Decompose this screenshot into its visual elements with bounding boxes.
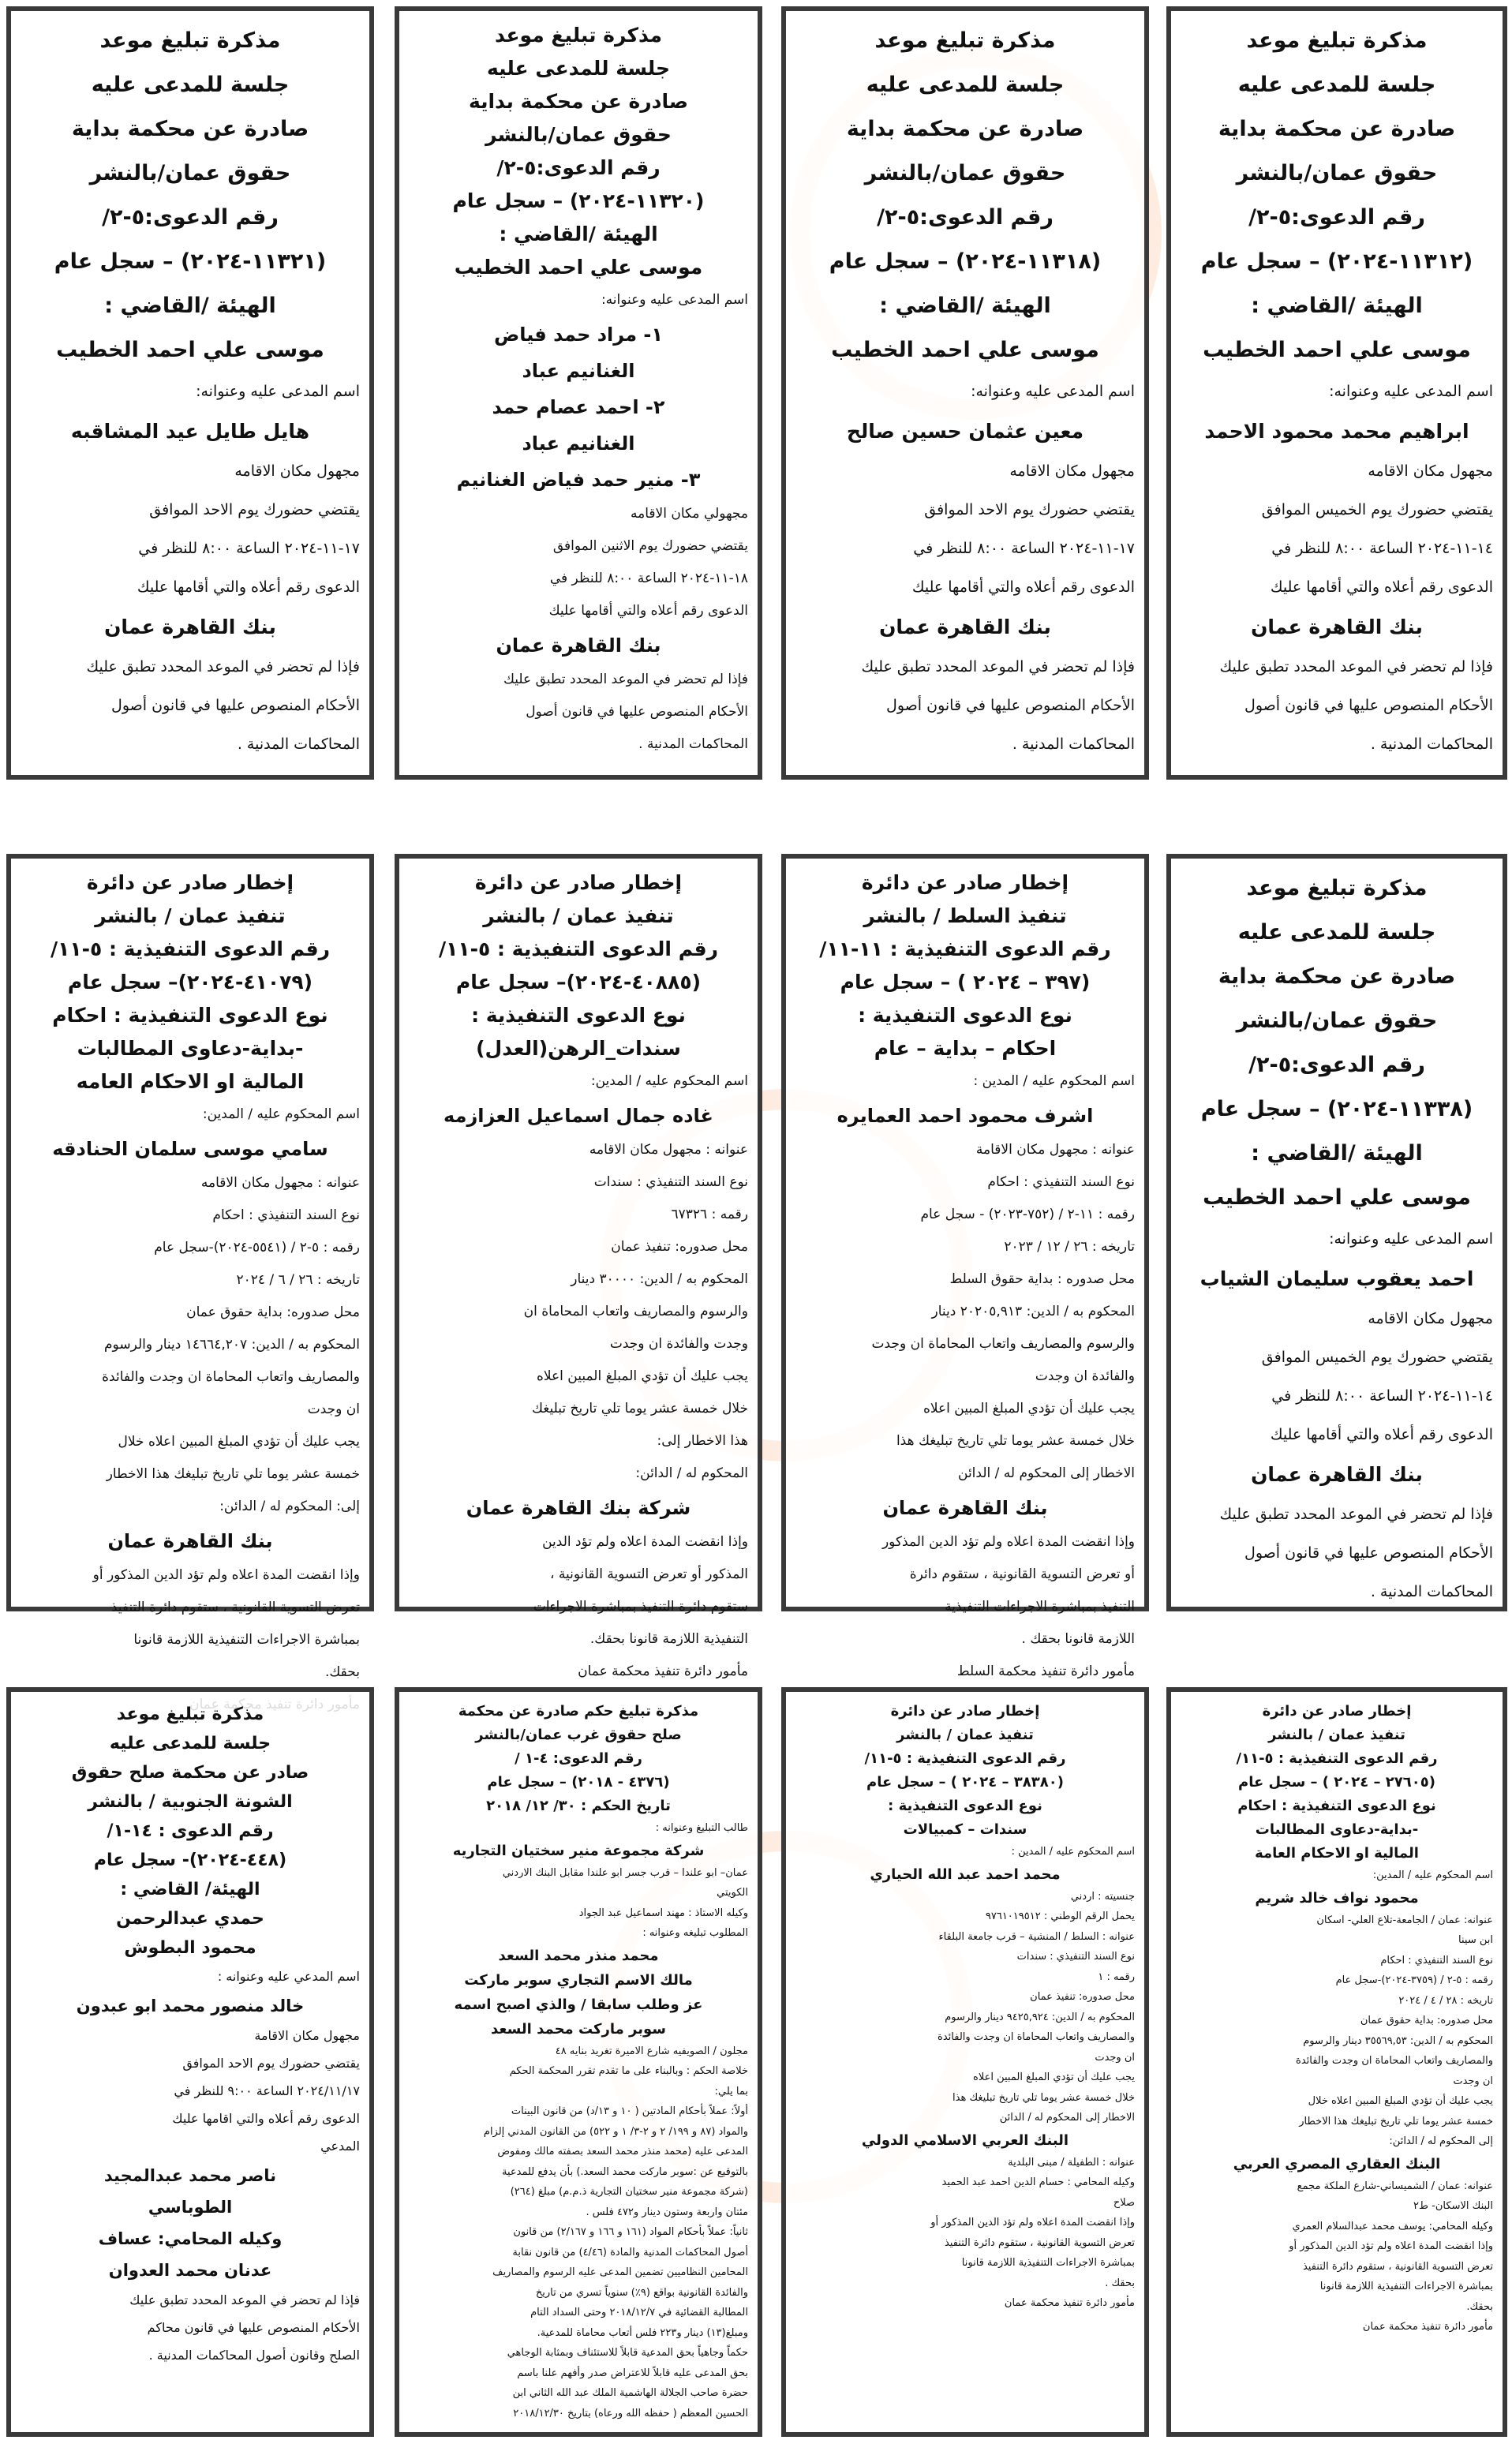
- notice-text-line: البنك الاسكان- ط٢: [1413, 2200, 1493, 2212]
- notice-text-line: المحاكمات المدنية .: [237, 735, 360, 753]
- notice-heading-line: موسى علي احمد الخطيب: [831, 338, 1099, 362]
- notice-heading-line: صلح حقوق غرب عمان/بالنشر: [475, 1727, 682, 1743]
- notice-heading-line: مذكرة تبليغ موعد: [1246, 28, 1428, 53]
- notice-text-line: وكيله المحامي : حسام الدين احمد عبد الحميد: [941, 2176, 1135, 2188]
- notice-text-line: المحكوم به / الدين: ٢٠٢٠٥,٩١٣ دينار: [931, 1304, 1135, 1319]
- notice-heading-line: تنفيذ السلط / بالنشر: [863, 904, 1067, 927]
- notice-heading-line: (١١٣٢٠-٢٠٢٤) – سجل عام: [452, 189, 705, 212]
- legal-notice: [6, 854, 374, 1680]
- notice-name-line: بنك القاهرة عمان: [107, 1530, 273, 1552]
- notice-heading-line: مذكرة تبليغ موعد: [495, 24, 662, 47]
- notice-text-line: حضرة صاحب الجلالة الهاشمية الملك عبد الله الثاني ابن: [512, 2387, 748, 2399]
- notice-name-line: البنك العقاري المصري العربي: [1233, 2155, 1441, 2172]
- notice-text-line: والفائدة ان وجدت: [1035, 1368, 1135, 1384]
- notice-text-line: المطالبة القضائية في ٢٠١٨/١٢/٧ وحتى السداد التام: [530, 2307, 748, 2318]
- notice-heading-line: مذكرة تبليغ موعد: [1246, 876, 1428, 900]
- notice-text-line: المحكوم له / الدائن:: [635, 1465, 748, 1481]
- notice-text-line: الاخطار إلى المحكوم له / الدائن: [999, 2112, 1135, 2124]
- notice-text-line: اسم المدعى عليه وعنوانه:: [196, 383, 360, 400]
- notice-heading-line: سندات – كمبيالات: [903, 1821, 1027, 1838]
- notice-text-line: المحاكمات المدنية .: [1370, 735, 1493, 753]
- notice-heading-line: جلسة للمدعى عليه: [91, 73, 290, 97]
- notice-text-line: الكويتي: [717, 1887, 748, 1899]
- notice-heading-line: جلسة للمدعى عليه: [1237, 73, 1436, 97]
- notice-name-line: ٣- منير حمد فياض الغنانيم: [456, 469, 701, 491]
- notice-text-line: اسم المدعى عليه وعنوانه:: [1329, 1230, 1493, 1248]
- notice-heading-line: -بداية-دعاوى المطالبات: [77, 1037, 304, 1060]
- notice-text-line: مجلون / الصويفيه شارع الاميرة تغريد بنايه ٤٨: [555, 2045, 748, 2057]
- notice-text-line: عنوانه : مجهول مكان الاقامه: [589, 1142, 748, 1158]
- notice-text-line: يقتضي حضورك يوم الاثنين الموافق: [552, 538, 748, 554]
- notice-text-line: يجب عليك أن تؤدي المبلغ المبين اعلاه: [973, 2071, 1135, 2083]
- notice-text-line: يقتضي حضورك يوم الاحد الموافق: [924, 501, 1135, 518]
- notice-text-line: تعرض التسوية القانونية ، ستقوم دائرة التنفيذ: [1302, 2260, 1493, 2273]
- notice-text-line: الأحكام المنصوص عليها في قانون أصول: [1244, 697, 1493, 714]
- notice-text-line: رقمه : ١: [1098, 1970, 1135, 1983]
- notice-text-line: بمباشرة الاجراءات التنفيذية اللازمة قانونا: [961, 2257, 1135, 2269]
- notice-heading-line: تنفيذ عمان / بالنشر: [1268, 1727, 1405, 1743]
- notice-heading-line: حقوق عمان/بالنشر: [485, 123, 672, 146]
- notice-text-line: المحامين النظاميين تضمين المدعى عليه الرسوم والمصاريف: [492, 2266, 748, 2278]
- notice-text-line: عمان– ابو علندا – قرب جسر ابو علندا مقابل البنك الاردني: [502, 1866, 748, 1879]
- notice-text-line: بمباشرة الاجراءات التنفيذية اللازمة قانونا: [1319, 2281, 1493, 2292]
- notice-text-line: فإذا لم تحضر في الموعد المحدد تطبق عليك: [503, 672, 748, 687]
- notice-text-line: نوع السند التنفيذي : احكام: [1380, 1954, 1493, 1967]
- notice-text-line: وإذا انقضت المدة اعلاه ولم تؤد الدين المذكور أو: [92, 1567, 360, 1583]
- notice-text-line: التنفيذ بمباشرة الاجراءات التنفيذية: [945, 1599, 1135, 1615]
- notice-text-line: هذا الاخطار إلى:: [657, 1433, 748, 1449]
- notice-text-line: فإذا لم تحضر في الموعد المحدد تطبق عليك: [1219, 1506, 1493, 1523]
- notice-heading-line: الهيئة /القاضي :: [1251, 294, 1423, 318]
- notice-text-line: يقتضي حضورك يوم الخميس الموافق: [1261, 501, 1493, 518]
- notice-heading-line: موسى علي احمد الخطيب: [1203, 1185, 1471, 1210]
- notice-text-line: رقمه : ١١-٢ / (٧٥٢-٢٠٢٣) - سجل عام: [920, 1207, 1135, 1222]
- notice-text-line: المحاكمات المدنية .: [638, 736, 748, 752]
- notice-heading-line: رقم الدعوى: ٤-١ /: [515, 1750, 642, 1767]
- notice-heading-line: الهيئة /القاضي :: [1251, 1141, 1423, 1166]
- notice-heading-line: تاريخ الحكم : ٣٠/ ١٢/ ٢٠١٨: [486, 1798, 671, 1814]
- notice-text-line: نوع السند التنفيذي : سندات: [1016, 1951, 1135, 1963]
- notice-heading-line: مذكرة تبليغ موعد: [874, 28, 1056, 53]
- notice-heading-line: حقوق عمان/بالنشر: [864, 161, 1066, 185]
- notice-heading-line: حقوق عمان/بالنشر: [1236, 161, 1438, 185]
- notice-name-line: الغنانيم عباد: [522, 432, 635, 455]
- notice-heading-line: (١١٣١٨-٢٠٢٤) – سجل عام: [829, 249, 1102, 274]
- notice-name-line: عز وطلب سابقا / والذي اصبح اسمه: [454, 1996, 703, 2013]
- notice-name-line: محمد منذر محمد السعد: [498, 1947, 659, 1964]
- notice-heading-line: رقم الدعوى التنفيذية : ٥-١١/: [438, 937, 719, 960]
- notice-text-line: نوع السند التنفيذي : احكام: [212, 1207, 360, 1223]
- notice-text-line: والرسوم والمصاريف واتعاب المحاماة ان: [523, 1304, 748, 1319]
- notice-name-line: بنك القاهرة عمان: [104, 616, 276, 638]
- notice-name-line: محمود نواف خالد شريم: [1255, 1889, 1419, 1907]
- notice-name-line: احمد يعقوب سليمان الشياب: [1199, 1267, 1474, 1290]
- notice-heading-line: رقم الدعوى:٥-٢/: [877, 205, 1054, 230]
- notice-text-line: مجهول مكان الاقامه: [234, 462, 360, 480]
- notice-text-line: (شركة مجموعة منير سختيان التجارية ذ.م.م) مبلغ (٢٦٤): [510, 2186, 748, 2198]
- notice-text-line: ثانياً: عملاً بأحكام المواد (١٦١ و ١٦٦ و ٢/١٦٧) من قانون: [513, 2226, 748, 2238]
- notice-heading-line: صادرة عن محكمة بداية: [468, 90, 689, 113]
- notice-text-line: والمصاريف واتعاب المحاماة ان وجدت والفائدة: [102, 1369, 360, 1385]
- notice-text-line: عنوانه : الطفيلة / مبنى البلدية: [1008, 2156, 1135, 2169]
- notice-text-line: والمصاريف واتعاب المحاماة ان وجدت والفائدة: [938, 2031, 1135, 2043]
- notice-text-line: الأحكام المنصوص عليها في قانون أصول: [526, 704, 748, 720]
- notice-heading-line: رقم الدعوى:٥-٢/: [496, 156, 661, 179]
- notice-text-line: مأمور دائرة تنفيذ محكمة عمان: [1004, 2297, 1135, 2309]
- notice-text-line: ١٨-١١-٢٠٢٤ الساعة ٨:٠٠ للنظر في: [549, 571, 748, 586]
- notice-text-line: بحقك.: [324, 1664, 360, 1680]
- notice-text-line: مئتان واربعة وستون دينار و٤٧٢ فلس .: [586, 2206, 748, 2218]
- notice-name-line: محمد احمد عبد الله الحياري: [870, 1866, 1061, 1883]
- notice-name-line: ١- مراد حمد فياض: [493, 324, 664, 346]
- notice-name-line: بنك القاهرة عمان: [879, 616, 1051, 638]
- notice-text-line: الدعوى رقم أعلاه والتي اقامها عليك: [172, 2111, 360, 2126]
- notice-heading-line: محمود البطوش: [124, 1938, 256, 1958]
- notice-text-line: خلال خمسة عشر يوما تلي تاريخ تبليغك هذا: [952, 2091, 1135, 2104]
- notice-text-line: والمواد (٨٧ و ١٩٩/ ٢ و ٢-٣/ ١ و ٥٢٢) من القانون المدني إلزام: [483, 2125, 748, 2138]
- notice-text-line: خلال خمسة عشر يوما تلي تاريخ تبليغك: [531, 1401, 748, 1416]
- notice-text-line: المحكوم به / الدين: ١٤٦٦٤,٢٠٧ دينار والرسوم: [104, 1337, 360, 1353]
- notice-text-line: ١٤-١١-٢٠٢٤ الساعة ٨:٠٠ للنظر في: [1271, 1387, 1493, 1405]
- notice-name-line: سوبر ماركت محمد السعد: [491, 2020, 666, 2038]
- notice-heading-line: (١١٣٢١-٢٠٢٤) – سجل عام: [54, 249, 327, 274]
- notice-text-line: بحقك .: [1105, 2277, 1135, 2289]
- notice-heading-line: سندات_الرهن(العدل): [476, 1037, 681, 1060]
- notice-text-line: ابن سينا: [1458, 1934, 1493, 1946]
- notice-heading-line: تنفيذ عمان / بالنشر: [483, 904, 674, 927]
- notice-text-line: يجب عليك أن تؤدي المبلغ المبين اعلاه: [923, 1401, 1135, 1416]
- notice-text-line: أصول المحاكمات المدنية والمادة (٤/٤٦) من قانون نقابة: [512, 2246, 748, 2258]
- notice-text-line: فإذا لم تحضر في الموعد المحدد تطبق عليك: [129, 2292, 360, 2307]
- notice-name-line: الغنانيم عباد: [522, 360, 635, 382]
- notice-heading-line: إخطار صادر عن دائرة: [890, 1703, 1040, 1720]
- notice-text-line: وإذا انقضت المدة اعلاه ولم تؤد الدين المذكور أو: [930, 2217, 1135, 2229]
- legal-notice: [781, 6, 1149, 780]
- notice-text-line: وإذا انقضت المدة اعلاه ولم تؤد الدين المذكور أو: [1289, 2240, 1493, 2252]
- notice-heading-line: نوع الدعوى التنفيذية :: [888, 1798, 1042, 1814]
- notice-heading-line: -بداية-دعاوى المطالبات: [1255, 1821, 1419, 1838]
- notice-text-line: اسم المحكوم عليه / المدين:: [590, 1073, 748, 1089]
- notice-heading-line: نوع الدعوى التنفيذية : احكام: [1237, 1798, 1436, 1814]
- notice-heading-line: رقم الدعوى التنفيذية : ٥-١١/: [864, 1750, 1066, 1767]
- notice-text-line: رقمه : ٥-٢ / (٥٥٤١-٢٠٢٤)-سجل عام: [154, 1240, 360, 1256]
- legal-notice: [6, 1687, 374, 2437]
- notice-heading-line: رقم الدعوى التنفيذية : ٥-١١/: [1236, 1750, 1438, 1767]
- notice-name-line: عدنان محمد العدوان: [108, 2261, 272, 2280]
- notice-text-line: نوع السند التنفيذي : سندات: [593, 1174, 748, 1190]
- notice-heading-line: الهيئة /القاضي :: [499, 223, 658, 245]
- notice-text-line: تعرض التسوية القانونية ، ستقوم دائرة التنفيذ: [110, 1600, 360, 1615]
- notice-heading-line: موسى علي احمد الخطيب: [1203, 338, 1471, 362]
- notice-text-line: المحكوم به / الدين: ٣٥٥٦٩,٥٣ دينار والرسوم: [1303, 2034, 1493, 2047]
- notice-text-line: الصلح وقانون أصول المحاكمات المدنية .: [148, 2348, 360, 2363]
- notice-text-line: رقمه : ٥-٢ / (٣٧٥٩-٢٠٢٤)-سجل عام: [1335, 1974, 1493, 1986]
- notice-name-line: بنك القاهرة عمان: [1251, 616, 1423, 638]
- notice-text-line: يقتضي حضورك يوم الاحد الموافق: [182, 2056, 360, 2071]
- notice-heading-line: مذكرة تبليغ موعد: [99, 28, 281, 53]
- notice-text-line: الاخطار إلى المحكوم له / الدائن: [958, 1465, 1135, 1481]
- notice-heading-line: صادرة عن محكمة بداية: [1218, 964, 1456, 989]
- notice-text-line: مأمور دائرة تنفيذ محكمة عمان: [578, 1663, 748, 1679]
- notice-text-line: يجب عليك أن تؤدي المبلغ المبين اعلاه خلال: [118, 1434, 360, 1450]
- notice-text-line: بالتوقيع عن :سوبر ماركت محمد السعد.) بأن يدفع للمدعية: [502, 2165, 748, 2178]
- notice-heading-line: رقم الدعوى التنفيذية : ١١-١١/: [819, 937, 1111, 960]
- notice-name-line: مالك الاسم التجاري سوبر ماركت: [464, 1971, 693, 1989]
- notice-text-line: وكيله الاستاذ : مهند اسماعيل عبد الجواد: [578, 1907, 748, 1919]
- notice-name-line: ابراهيم محمد محمود الاحمد: [1204, 420, 1469, 443]
- notice-text-line: المدعى عليه (محمد منذر محمد السعد بصفته مالك ومفوض: [497, 2146, 748, 2157]
- notice-text-line: محل صدوره : بداية حقوق السلط: [949, 1271, 1135, 1287]
- notice-heading-line: الهيئة /القاضي :: [879, 294, 1051, 318]
- notice-text-line: مجهول مكان الاقامه: [1009, 462, 1135, 480]
- notice-text-line: ١٤-١١-٢٠٢٤ الساعة ٨:٠٠ للنظر في: [1271, 540, 1493, 557]
- notice-text-line: والفائدة القانونية بواقع (٩٪) سنوياً تسري من تاريخ: [535, 2286, 748, 2299]
- notice-text-line: أولاً: عملاً بأحكام المادتين ( ١٠ و ١٣/د) من قانون البينات: [511, 2105, 748, 2117]
- notice-heading-line: مذكرة تبليغ حكم صادرة عن محكمة: [458, 1703, 699, 1720]
- notice-text-line: تاريخه : ٢٦ / ٦ / ٢٠٢٤: [236, 1272, 360, 1288]
- notice-heading-line: رقم الدعوى:٥-٢/: [102, 205, 279, 230]
- notice-text-line: الأحكام المنصوص عليها في قانون محاكم: [147, 2320, 360, 2335]
- notice-text-line: بما يلي:: [714, 2085, 748, 2098]
- notice-heading-line: رقم الدعوى التنفيذية : ٥-١١/: [50, 937, 331, 960]
- notice-text-line: يقتضي حضورك يوم الاحد الموافق: [149, 501, 360, 518]
- notice-heading-line: مذكرة تبليغ موعد: [116, 1705, 264, 1724]
- notice-heading-line: موسى علي احمد الخطيب: [56, 338, 324, 362]
- notice-heading-line: تنفيذ عمان / بالنشر: [896, 1727, 1034, 1743]
- notice-text-line: ان وجدت: [307, 1402, 360, 1417]
- notice-heading-line: (٣٨٣٨٠ – ٢٠٢٤ ) – سجل عام: [866, 1774, 1064, 1791]
- notice-text-line: فإذا لم تحضر في الموعد المحدد تطبق عليك: [1219, 658, 1493, 675]
- notice-text-line: عنوانه : السلط / المنشية – قرب جامعة البلقاء: [938, 1930, 1135, 1943]
- notice-name-line: اشرف محمود احمد العمايره: [836, 1105, 1094, 1127]
- notice-text-line: ومبلغ(١٣) دينار و٢٢٣ فلس أتعاب محاماة للمدعية.: [537, 2326, 748, 2339]
- notice-heading-line: جلسة للمدعى عليه: [486, 57, 671, 80]
- notice-text-line: مجهول مكان الاقامه: [1368, 462, 1493, 480]
- notice-text-line: ان وجدت: [1095, 2051, 1135, 2064]
- notice-heading-line: صادرة عن محكمة بداية: [846, 117, 1084, 141]
- notice-heading-line: صادرة عن محكمة بداية: [1218, 117, 1456, 141]
- notice-text-line: اسم المحكوم عليه / المدين :: [1011, 1846, 1135, 1858]
- notice-text-line: فإذا لم تحضر في الموعد المحدد تطبق عليك: [86, 658, 360, 675]
- notice-text-line: حكماً وجاهياً بحق المدعية قابلاً للاستئناف وبمثابة الوجاهي: [507, 2347, 748, 2359]
- notice-text-line: خلال خمسة عشر يوما تلي تاريخ تبليغك هذا: [896, 1433, 1135, 1449]
- notice-heading-line: احكام – بداية – عام: [874, 1037, 1057, 1060]
- notice-heading-line: موسى علي احمد الخطيب: [454, 256, 703, 279]
- notice-heading-line: نوع الدعوى التنفيذية :: [471, 1004, 686, 1027]
- notice-name-line: شركة مجموعة منير سختيان التجاريه: [452, 1842, 705, 1859]
- legal-notice: [1166, 854, 1507, 1611]
- notice-heading-line: رقم الدعوى:٥-٢/: [1248, 1053, 1425, 1077]
- notice-text-line: محل صدوره: بداية حقوق عمان: [186, 1304, 360, 1320]
- notice-heading-line: (١١٣١٢-٢٠٢٤) – سجل عام: [1200, 249, 1473, 274]
- notice-text-line: الأحكام المنصوص عليها في قانون أصول: [1244, 1544, 1493, 1562]
- notice-text-line: محل صدوره: تنفيذ عمان: [1030, 1991, 1135, 2003]
- notice-text-line: وإذا انقضت المدة اعلاه ولم تؤد الدين: [542, 1534, 748, 1550]
- notice-text-line: عنوانه: عمان / الجامعة-تلاع العلي- اسكان: [1316, 1914, 1493, 1926]
- notice-text-line: الدعوى رقم أعلاه والتي أقامها عليك: [548, 603, 748, 619]
- notice-heading-line: الهيئة /القاضي :: [104, 294, 276, 318]
- notice-text-line: يجب عليك أن تؤدي المبلغ المبين اعلاه: [536, 1368, 748, 1384]
- legal-notice: [781, 854, 1149, 1679]
- notice-heading-line: رقم الدعوى:٥-٢/: [1248, 205, 1425, 230]
- notice-text-line: خلاصة الحكم : وبالبناء على ما تقدم تقرر المحكمة الحكم: [509, 2065, 748, 2077]
- legal-notice: [395, 6, 762, 780]
- notice-heading-line: (١١٣٣٨-٢٠٢٤) – سجل عام: [1200, 1097, 1473, 1121]
- notice-text-line: بمباشرة الاجراءات التنفيذية اللازمة قانونا: [133, 1632, 360, 1648]
- notice-text-line: الدعوى رقم أعلاه والتي أقامها عليك: [911, 578, 1135, 596]
- notice-text-line: الدعوى رقم أعلاه والتي أقامها عليك: [1270, 578, 1493, 596]
- notice-text-line: الدعوى رقم أعلاه والتي أقامها عليك: [1270, 1426, 1493, 1443]
- notice-text-line: أو تعرض التسوية القانونية ، ستقوم دائرة: [909, 1566, 1135, 1582]
- notice-name-line: ٢- احمد عصام حمد: [492, 396, 665, 418]
- notice-text-line: الدعوى رقم أعلاه والتي أقامها عليك: [137, 578, 360, 596]
- notice-name-line: غاده جمال اسماعيل العزازمه: [443, 1105, 713, 1127]
- notice-name-line: ناصر محمد عبدالمجيد: [103, 2166, 277, 2185]
- notice-text-line: الحسين المعظم ( حفظه الله ورعاه) بتاريخ ٢٠١٨/١٢/٣٠: [513, 2407, 748, 2419]
- notice-text-line: تعرض التسوية القانونية ، ستقوم دائرة التنفيذ: [944, 2236, 1135, 2249]
- legal-notice: [1166, 1687, 1507, 2437]
- notice-text-line: تاريخه : ٢٦ / ١٢ / ٢٠٢٣: [1004, 1239, 1135, 1255]
- notice-text-line: التنفيذية اللازمة قانونا بحقك.: [589, 1631, 748, 1647]
- notice-text-line: اللازمة قانونا بحقك .: [1021, 1631, 1135, 1647]
- notice-text-line: المدعي: [320, 2139, 360, 2154]
- notice-heading-line: (٤١٠٧٩-٢٠٢٤)– سجل عام: [67, 971, 313, 994]
- notice-heading-line: (٣٩٧ – ٢٠٢٤ ) – سجل عام: [840, 971, 1091, 994]
- notice-text-line: الأحكام المنصوص عليها في قانون أصول: [886, 697, 1135, 714]
- notice-heading-line: تنفيذ عمان / بالنشر: [95, 904, 286, 927]
- notice-text-line: اسم المحكوم عليه / المدين:: [202, 1106, 360, 1122]
- notice-heading-line: حمدي عبدالرحمن: [116, 1909, 264, 1929]
- legal-notice: [1166, 6, 1507, 780]
- notice-text-line: وجدت والفائدة ان وجدت: [609, 1336, 748, 1352]
- notice-text-line: ان وجدت: [1453, 2075, 1493, 2087]
- notice-name-line: الطوباسي: [148, 2198, 233, 2217]
- notice-text-line: عنوانه : مجهول مكان الاقامه: [200, 1175, 360, 1191]
- notice-heading-line: (٤٤٨-٢٠٢٤)- سجل عام: [93, 1851, 287, 1870]
- notice-heading-line: الهيئة/ القاضي :: [120, 1880, 260, 1899]
- notice-text-line: عنوانه: عمان / الشميساني-شارع الملكة مجمع: [1297, 2180, 1493, 2192]
- notice-name-line: وكيله المحامي: عساف: [98, 2229, 283, 2248]
- notice-heading-line: (٤٠٨٨٥-٢٠٢٤)– سجل عام: [455, 971, 702, 994]
- notice-heading-line: صادر عن محكمة صلح حقوق: [71, 1763, 309, 1783]
- notice-heading-line: جلسة للمدعى عليه: [109, 1734, 271, 1753]
- notice-text-line: المحاكمات المدنية .: [1012, 735, 1135, 753]
- notice-name-line: بنك القاهرة عمان: [496, 634, 661, 657]
- notice-text-line: خمسة عشر يوما تلي تاريخ تبليغك هذا الاخطار: [106, 1466, 360, 1482]
- notice-text-line: اسم المحكوم عليه / المدين:: [1372, 1869, 1493, 1881]
- notice-heading-line: نوع الدعوى التنفيذية :: [858, 1004, 1072, 1027]
- notice-text-line: اسم المحكوم عليه / المدين :: [973, 1073, 1135, 1089]
- notice-text-line: وكيله المحامي: يوسف محمد عبدالسلام العمري: [1292, 2220, 1493, 2232]
- notice-heading-line: المالية او الاحكام العامه: [76, 1070, 305, 1093]
- notice-text-line: ٢٠٢٤/١١/١٧ الساعة ٩:٠٠ للنظر في: [174, 2083, 360, 2098]
- notice-heading-line: إخطار صادر عن دائرة: [861, 871, 1069, 894]
- notice-text-line: الأحكام المنصوص عليها في قانون أصول: [111, 697, 360, 714]
- notice-text-line: إلى: المحكوم له / الدائن:: [219, 1499, 360, 1514]
- notice-heading-line: المالية او الاحكام العامة: [1255, 1845, 1419, 1862]
- notice-text-line: فإذا لم تحضر في الموعد المحدد تطبق عليك: [861, 658, 1135, 675]
- notice-text-line: محل صدوره: بداية حقوق عمان: [1360, 2015, 1493, 2026]
- notice-text-line: والمصاريف واتعاب المحاماة ان وجدت والفائدة: [1296, 2055, 1493, 2067]
- legal-notice: [395, 854, 762, 1679]
- notice-heading-line: الشونة الجنوبية / بالنشر: [88, 1792, 293, 1812]
- notice-text-line: يجب عليك أن تؤدي المبلغ المبين اعلاه خلال: [1308, 2095, 1493, 2107]
- notice-text-line: مأمور دائرة تنفيذ محكمة عمان: [1362, 2321, 1493, 2333]
- notice-text-line: يحمل الرقم الوطني : ٩٧٦١٠١٩٥١٢: [985, 1910, 1135, 1922]
- notice-heading-line: حقوق عمان/بالنشر: [1236, 1009, 1438, 1033]
- legal-notice: [6, 6, 374, 780]
- notice-heading-line: حقوق عمان/بالنشر: [89, 161, 291, 185]
- notice-text-line: خمسة عشر يوما تلي تاريخ تبليغك هذا الاخطار: [1299, 2115, 1493, 2128]
- notice-text-line: جنسيته : اردني: [1070, 1890, 1135, 1903]
- notice-text-line: يقتضي حضورك يوم الخميس الموافق: [1261, 1349, 1493, 1366]
- notice-text-line: إلى المحكوم له / الدائن:: [1389, 2135, 1493, 2147]
- notice-text-line: المحكوم به / الدين: ٣٠٠٠٠ دينار: [571, 1271, 748, 1287]
- notice-text-line: وإذا انقضت المدة اعلاه ولم تؤد الدين المذكور: [881, 1534, 1135, 1550]
- notice-heading-line: صادرة عن محكمة بداية: [71, 117, 309, 141]
- notice-heading-line: نوع الدعوى التنفيذية : احكام: [52, 1004, 328, 1027]
- notice-text-line: المذكور أو تعرض التسوية القانونية ،: [549, 1566, 748, 1582]
- notice-heading-line: إخطار صادر عن دائرة: [1262, 1703, 1412, 1720]
- notice-name-line: معين عثمان حسين صالح: [846, 420, 1084, 443]
- notice-text-line: المحكوم به / الدين: ٩٤٢٥,٩٢٤ دينار والرسوم: [945, 2011, 1135, 2023]
- notice-text-line: صلاح: [1113, 2196, 1135, 2209]
- notice-heading-line: إخطار صادر عن دائرة: [86, 871, 294, 894]
- notice-name-line: سامي موسى سلمان الحنادقه: [52, 1138, 328, 1160]
- notice-text-line: محل صدوره: تنفيذ عمان: [611, 1239, 748, 1255]
- notice-text-line: ١٧-١١-٢٠٢٤ الساعة ٨:٠٠ للنظر في: [138, 540, 360, 557]
- legal-notice: [395, 1687, 762, 2437]
- notice-text-line: اسم المدعى عليه وعنوانه:: [601, 292, 748, 308]
- notice-text-line: مأمور دائرة تنفيذ محكمة السلط: [956, 1663, 1135, 1679]
- notice-heading-line: (٤٣٧٦ - ٢٠١٨) – سجل عام: [487, 1774, 670, 1791]
- notice-text-line: مجهول مكان الاقامة: [254, 2028, 360, 2043]
- notice-text-line: طالب التبليغ وعنوانه :: [655, 1822, 748, 1834]
- notice-text-line: والرسوم والمصاريف واتعاب المحاماة ان وجدت: [871, 1336, 1135, 1352]
- notice-heading-line: جلسة للمدعى عليه: [866, 73, 1065, 97]
- notice-text-line: ١٧-١١-٢٠٢٤ الساعة ٨:٠٠ للنظر في: [913, 540, 1135, 557]
- notice-name-line: بنك القاهرة عمان: [1251, 1463, 1423, 1486]
- notice-text-line: اسم المدعى عليه وعنوانه:: [971, 383, 1135, 400]
- notice-text-line: بحقك.: [1466, 2300, 1493, 2313]
- notice-name-line: خالد منصور محمد ابو عبدون: [76, 1997, 305, 2015]
- legal-notice: [781, 1687, 1149, 2437]
- notice-text-line: ستقوم دائرة التنفيذ بمباشرة الاجراءات: [533, 1599, 748, 1615]
- notice-heading-line: إخطار صادر عن دائرة: [474, 871, 683, 894]
- notice-name-line: هايل طايل عيد المشاقبه: [70, 420, 310, 443]
- notice-text-line: عنوانه : مجهول مكان الاقامة: [975, 1142, 1135, 1158]
- notice-text-line: مجهولي مكان الاقامه: [631, 506, 748, 522]
- notice-text-line: رقمه : ٦٧٣٢٦: [671, 1207, 748, 1222]
- notice-text-line: تاريخه : ٢٨ / ٤ / ٢٠٢٤: [1398, 1994, 1493, 2007]
- notice-heading-line: رقم الدعوى : ١٤-١/: [107, 1821, 274, 1841]
- notice-text-line: المحاكمات المدنية .: [1370, 1583, 1493, 1600]
- notice-name-line: بنك القاهرة عمان: [882, 1497, 1048, 1519]
- notice-text-line: نوع السند التنفيذي : احكام: [987, 1174, 1135, 1190]
- notice-text-line: اسم المدعى عليه وعنوانه:: [1329, 383, 1493, 400]
- notice-text-line: المطلوب تبليغه وعنوانه :: [642, 1927, 748, 1939]
- notice-name-line: البنك العربي الاسلامي الدولي: [861, 2131, 1069, 2149]
- notice-text-line: مجهول مكان الاقامه: [1368, 1310, 1493, 1327]
- notice-heading-line: (٢٧٦٠٥ – ٢٠٢٤ ) – سجل عام: [1238, 1774, 1435, 1791]
- notice-heading-line: جلسة للمدعى عليه: [1237, 920, 1436, 945]
- notice-text-line: بحق المدعى عليه قابلاً للاعتراض صدر وأفهم علنا باسم: [517, 2367, 748, 2379]
- notice-text-line: اسم المدعي عليه وعنوانه :: [217, 1969, 360, 1984]
- notice-name-line: شركة بنك القاهرة عمان: [466, 1497, 691, 1519]
